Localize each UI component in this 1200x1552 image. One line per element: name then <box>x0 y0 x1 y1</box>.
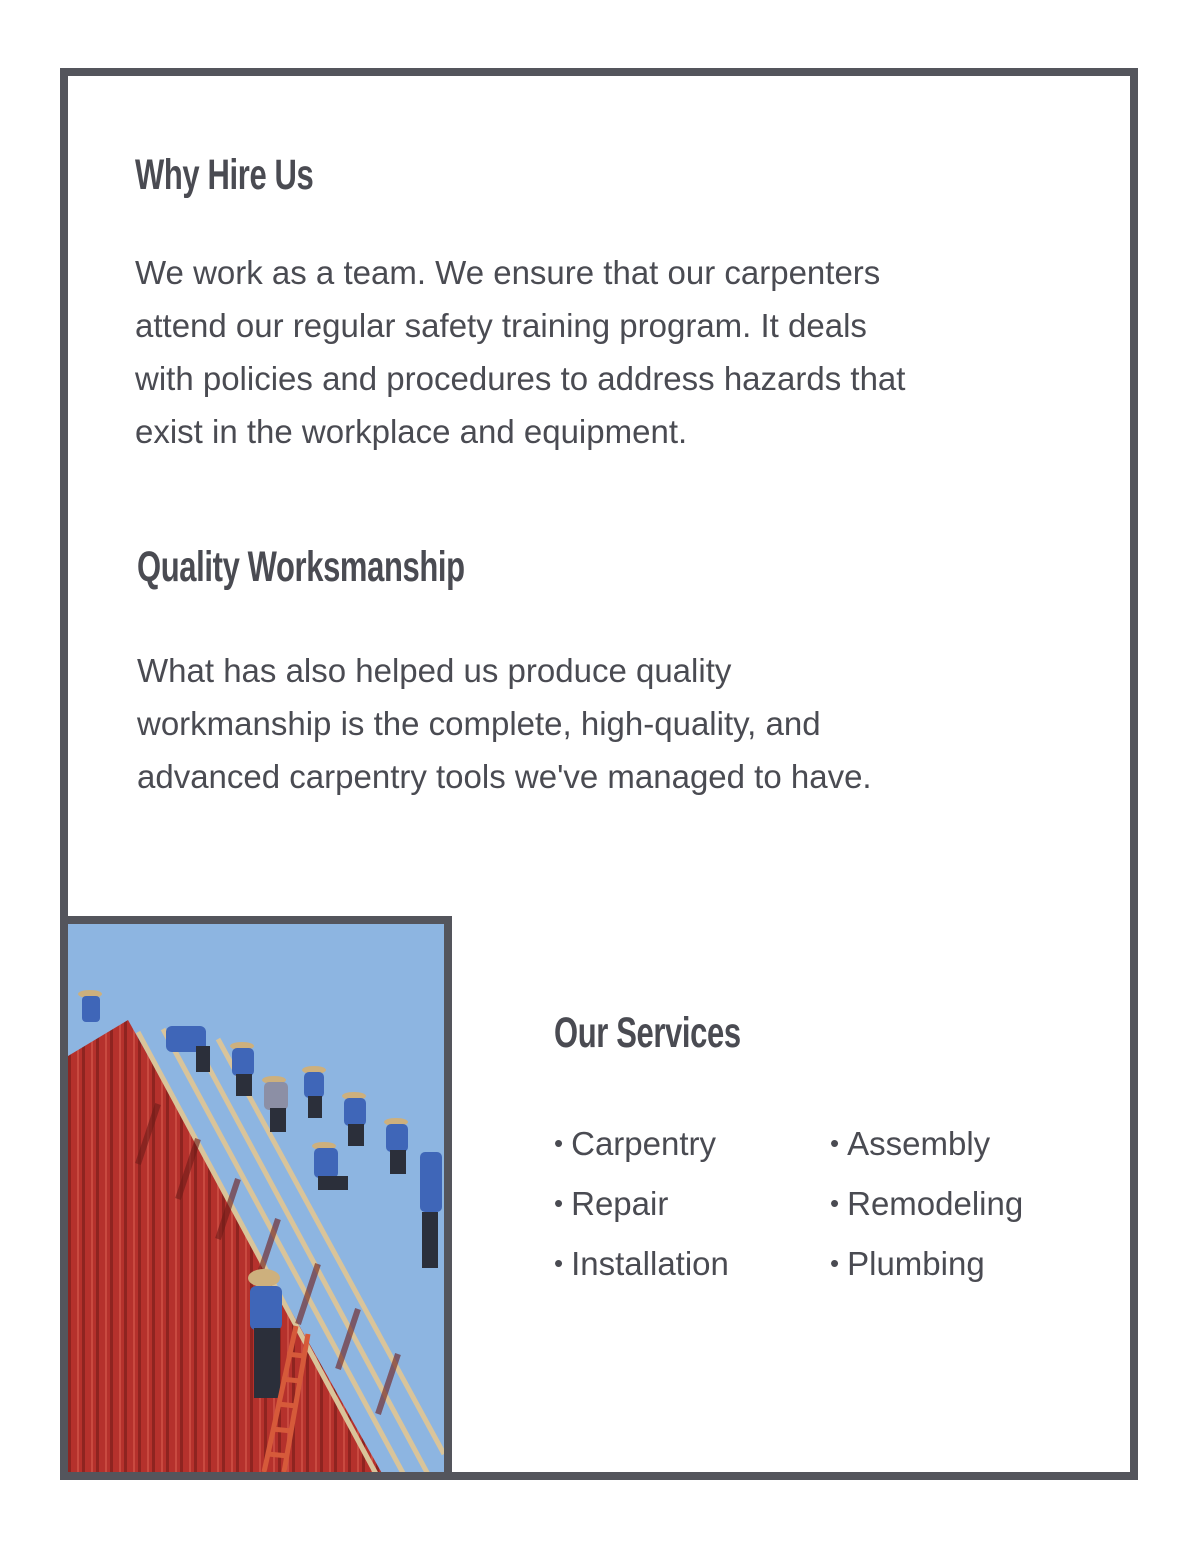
paragraph-line: advanced carpentry tools we've managed to have. <box>137 758 872 795</box>
service-label: Carpentry <box>571 1125 716 1162</box>
quality-workmanship-heading: Quality Worksmanship <box>137 543 465 591</box>
paragraph-line: exist in the workplace and equipment. <box>135 413 688 450</box>
paragraph-line: What has also helped us produce quality <box>137 652 732 689</box>
service-label: Assembly <box>847 1125 991 1162</box>
service-label: Installation <box>571 1245 729 1282</box>
bullet-icon: • <box>830 1248 840 1278</box>
our-services-heading: Our Services <box>554 1009 741 1057</box>
service-item <box>554 1178 668 1232</box>
service-item <box>830 1118 990 1172</box>
why-hire-us-heading: Why Hire Us <box>135 151 314 199</box>
service-item <box>554 1238 729 1292</box>
service-label: Plumbing <box>847 1245 985 1282</box>
paragraph-line: We work as a team. We ensure that our carpenters <box>135 254 881 291</box>
service-label: Remodeling <box>847 1185 1024 1222</box>
bullet-icon: • <box>554 1188 564 1218</box>
barn-roof-illustration <box>68 924 444 1472</box>
service-item <box>554 1118 716 1172</box>
quality-workmanship-paragraph <box>137 644 872 803</box>
service-item <box>830 1178 1023 1232</box>
service-item <box>830 1238 985 1292</box>
paragraph-line: attend our regular safety training program. It deals <box>135 307 867 344</box>
bullet-icon: • <box>830 1188 840 1218</box>
bullet-icon: • <box>554 1248 564 1278</box>
service-label: Repair <box>571 1185 669 1222</box>
bullet-icon: • <box>554 1128 564 1158</box>
paragraph-line: with policies and procedures to address hazards that <box>135 360 906 397</box>
services-list <box>554 1118 1074 1298</box>
bullet-icon: • <box>830 1128 840 1158</box>
why-hire-us-paragraph <box>135 246 905 458</box>
roofers-photo <box>60 916 452 1480</box>
paragraph-line: workmanship is the complete, high-quality, and <box>137 705 821 742</box>
